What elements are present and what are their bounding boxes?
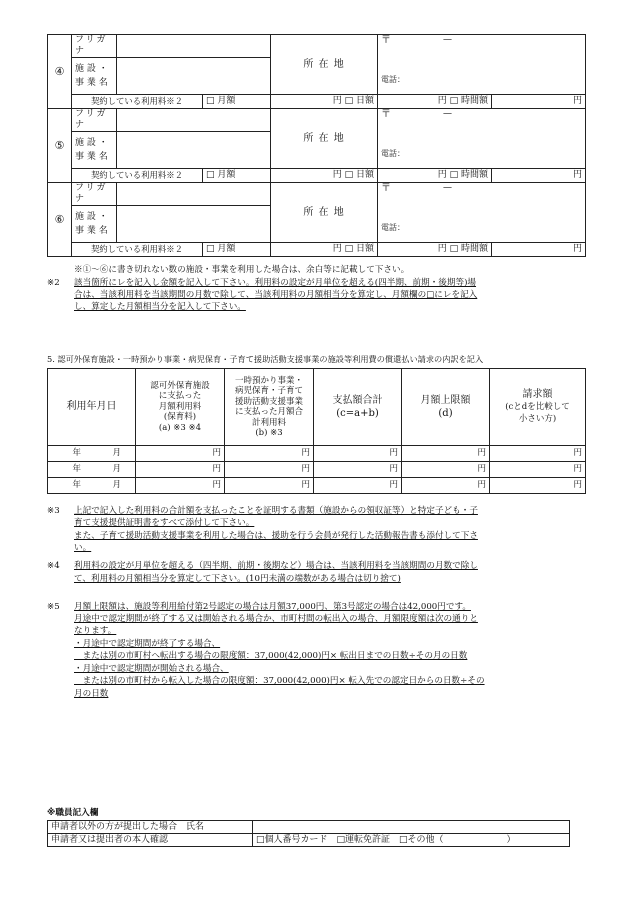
staff-submitter-label: 申請者以外の方が提出した場合 氏名 [48,821,253,834]
expense-amount-cell[interactable]: 円 [314,462,402,478]
expense-table [47,368,586,494]
expense-amount-cell[interactable]: 円 [490,446,586,462]
facility-name-label: 施 設 ・ 事 業 名 [72,58,117,95]
header-month: 利用年月日 [48,369,136,446]
contract-label: 契約している利用料※２ [72,95,203,109]
location-input[interactable] [378,35,586,95]
furigana-label: フリガナ [72,35,117,58]
postal-mark: 〒 [381,183,392,194]
header-col-b: 一時預かり事業・ 病児保育・子育て 援助活動支援事業 に支払った月額合 計利用料 (b) ※3 [225,369,314,446]
furigana-input[interactable] [117,183,271,206]
hourly-checkbox[interactable]: 円 □ 時間額 [378,243,492,257]
location-label: 所 在 地 [271,35,378,95]
hourly-checkbox[interactable]: 円 □ 時間額 [378,95,492,109]
phone-label: 電話： [381,75,406,84]
note2-line-1: 該当箇所にレを記入し金額を記入して下さい。利用料の設定が月単位を超える(四半期、前期・後期等)場 [74,278,477,288]
note2-line-2: 合は、当該利用料を当該期間の月数で除して、当該利用料の月額相当分を算定し、月額欄の□にレを記入 [74,290,478,300]
location-label: 所 在 地 [271,183,378,243]
phone-label: 電話： [381,149,406,158]
facility-number: ⑤ [48,109,72,183]
monthly-checkbox[interactable]: □ 月額 [203,95,271,109]
hourly-checkbox[interactable]: 円 □ 時間額 [378,169,492,183]
facility-name-input[interactable] [117,58,271,95]
postal-mark: 〒 [381,109,392,120]
daily-checkbox[interactable]: 円 □ 日額 [271,243,378,257]
facility-name-input[interactable] [117,206,271,243]
monthly-checkbox[interactable]: □ 月額 [203,243,271,257]
note4-line-1: 利用料の設定が月単位を超える（四半期、前期・後期など）場合は、当該利用料を当該期間の月数で除し [74,561,478,571]
note5-line-2: 月途中で認定期間が終了する又は開始される場合か、市町村間の転出入の場合、月額限度額は次の通りと [74,614,478,624]
note3-line-2: 育て支援提供証明書をすべて添付して下さい。 [74,518,255,528]
facility-row-0 [48,35,586,58]
hourly-yen: 円 [492,95,586,109]
header-col-d: 月額上限額 (d) [402,369,490,446]
expense-amount-cell[interactable]: 円 [402,462,490,478]
postal-dash: — [443,183,453,193]
facility-name-label: 施 設 ・ 事 業 名 [72,206,117,243]
expense-amount-cell[interactable]: 円 [136,478,225,494]
expense-amount-cell[interactable]: 円 [225,462,314,478]
note5-line-3: なります。 [74,626,117,636]
phone-label: 電話： [381,223,406,232]
staff-table [47,820,570,847]
contract-label: 契約している利用料※２ [72,169,203,183]
postal-dash: — [443,109,453,119]
expense-amount-cell[interactable]: 円 [314,478,402,494]
header-col-e: 請求額 (cとdを比較して 小さい方) [490,369,586,446]
location-input[interactable] [378,183,586,243]
expense-amount-cell[interactable]: 円 [314,446,402,462]
header-col-c: 支払額合計 (c=a+b) [314,369,402,446]
header-col-a: 認可外保育施設 に支払った 月額利用料 (保育料) (a) ※3 ※4 [136,369,225,446]
expense-month-cell[interactable]: 年 月 [48,446,136,462]
section5-title: 5. 認可外保育施設・一時預かり事業・病児保育・子育て援助活動支援事業の施設等利用費の償還払い請求の内訳を記入 [47,354,484,364]
location-label: 所 在 地 [271,109,378,169]
expense-amount-cell[interactable]: 円 [490,462,586,478]
expense-amount-cell[interactable]: 円 [136,462,225,478]
staff-submitter-name-field[interactable] [253,821,570,834]
note2-mark: ※2 [47,278,60,288]
daily-checkbox[interactable]: 円 □ 日額 [271,95,378,109]
note2-line-3: し、算定した月額相当分を記入して下さい。 [74,302,246,312]
location-input[interactable] [378,109,586,169]
expense-amount-cell[interactable]: 円 [225,446,314,462]
furigana-input[interactable] [117,109,271,132]
note5-line-8: 月の日数 [74,689,109,699]
postal-dash: — [443,35,453,45]
postal-mark: 〒 [381,35,392,46]
expense-month-cell[interactable]: 年 月 [48,462,136,478]
note3-line-1: 上記で記入した利用料の合計額を支払ったことを証明する書類（施設からの領収証等）と特定子ども・子 [74,506,478,516]
facility-row-1 [48,109,586,132]
note4-line-2: て、利用料の月額相当分を算定して下さい。(10円未満の端数がある場合は切り捨て) [74,574,401,584]
note5-line-4: ・月途中で認定期間が終了する場合、 [74,639,221,649]
daily-checkbox[interactable]: 円 □ 日額 [271,169,378,183]
expense-amount-cell[interactable]: 円 [136,446,225,462]
note5-line-7: または別の市町村から転入した場合の限度額：37,000(42,000)円× 転入先での認定日からの日数÷その [74,676,485,686]
facility-name-label: 施 設 ・ 事 業 名 [72,132,117,169]
expense-amount-cell[interactable]: 円 [402,478,490,494]
facility-number: ④ [48,35,72,109]
expense-row [48,478,586,494]
facility-number: ⑥ [48,183,72,257]
hourly-yen: 円 [492,243,586,257]
hourly-yen: 円 [492,169,586,183]
note3-line-3: また、子育て援助活動支援事業を利用した場合は、援助を行う会員が発行した活動報告書も添付して下さ [74,531,478,541]
expense-amount-cell[interactable]: 円 [490,478,586,494]
expense-row [48,446,586,462]
expense-amount-cell[interactable]: 円 [225,478,314,494]
contract-label: 契約している利用料※２ [72,243,203,257]
expense-month-cell[interactable]: 年 月 [48,478,136,494]
furigana-input[interactable] [117,35,271,58]
note3-line-4: い。 [74,543,92,553]
facility-table [47,34,586,257]
note5-line-6: ・月途中で認定期間が開始される場合、 [74,664,229,674]
note4-mark: ※4 [47,561,60,571]
note3-mark: ※3 [47,506,60,516]
monthly-checkbox[interactable]: □ 月額 [203,169,271,183]
expense-amount-cell[interactable]: 円 [402,446,490,462]
expense-row [48,462,586,478]
note5-mark: ※5 [47,602,60,612]
note5-line-1: 月額上限額は、施設等利用給付第2号認定の場合は月額37,000円、第3号認定の場合は42,000円です。 [74,602,471,612]
facility-row-2 [48,183,586,206]
note5-line-5: または別の市町村へ転出する場合の限度額：37,000(42,000)円× 転出日までの日数÷その月の日数 [74,651,468,661]
furigana-label: フリガナ [72,109,117,132]
staff-identity-label: 申請者又は提出者の本人確認 [48,834,253,847]
furigana-label: フリガナ [72,183,117,206]
staff-title: ※職員記入欄 [47,808,99,818]
overflow-note: ※①〜⑥に書き切れない数の施設・事業を利用した場合は、余白等に記載して下さい。 [74,265,410,275]
facility-name-input[interactable] [117,132,271,169]
staff-identity-options[interactable]: □個人番号カード □運転免許証 □その他（ ） [253,834,570,847]
